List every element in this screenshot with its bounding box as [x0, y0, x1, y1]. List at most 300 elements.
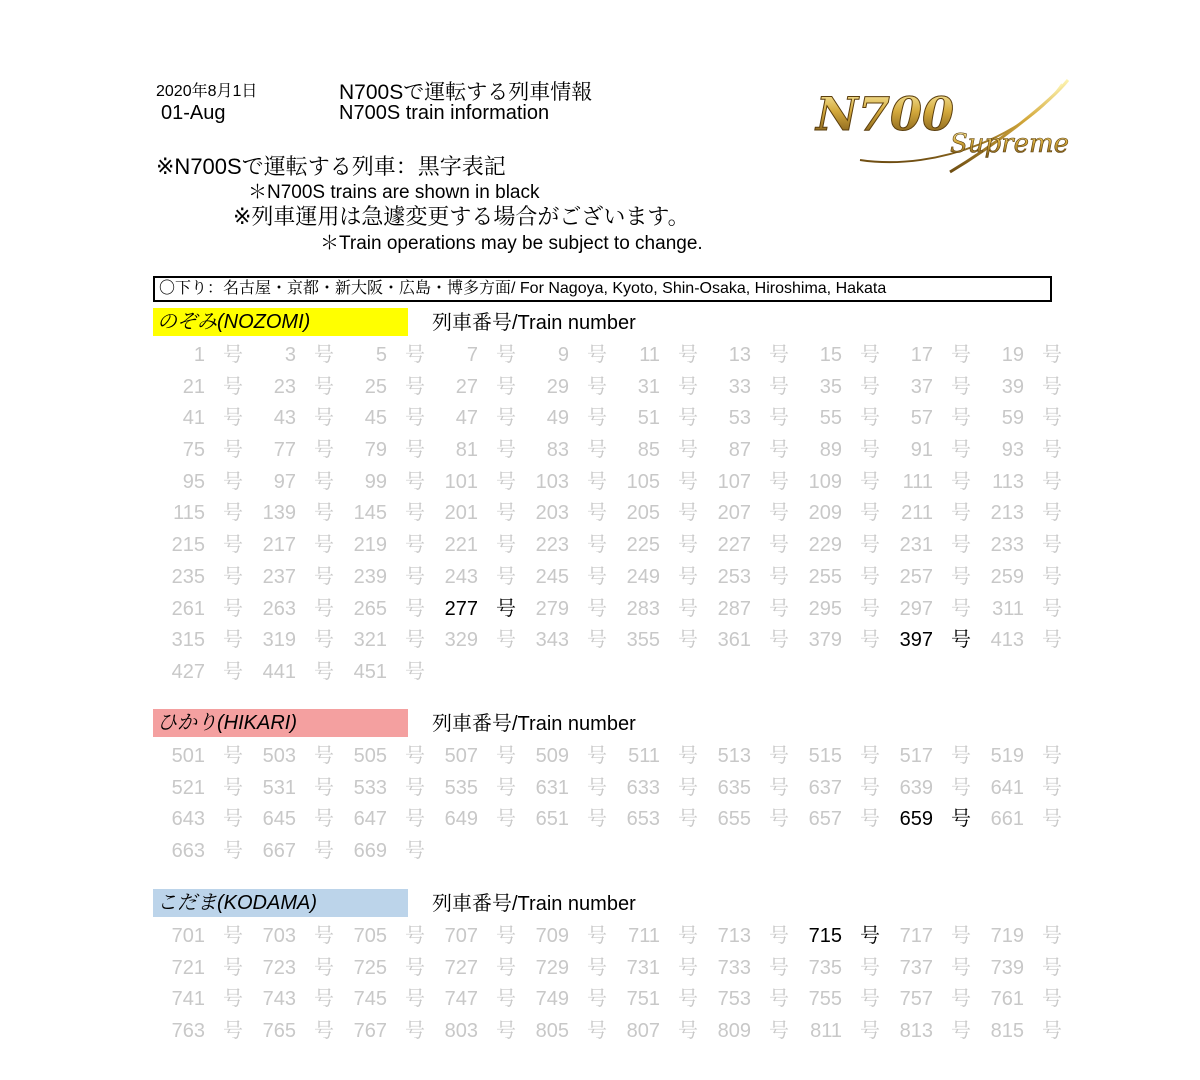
- note-black-jp: ※N700Sで運転する列車：黒字表記: [156, 154, 506, 179]
- train-number-item: [246, 741, 337, 773]
- train-go-suffix: 号: [496, 375, 516, 398]
- train-number-value: 5: [375, 344, 387, 366]
- train-number-item: [792, 773, 883, 805]
- train-number-value: 59: [1001, 407, 1024, 430]
- train-number-value: 813: [899, 1020, 933, 1043]
- train-go-suffix: 号: [951, 534, 971, 557]
- train-number-value: 631: [535, 776, 569, 799]
- train-number-value: 501: [171, 745, 205, 767]
- train-go-suffix: 号: [769, 629, 789, 652]
- train-go-suffix: 号: [314, 470, 334, 493]
- train-go-suffix: 号: [405, 629, 425, 652]
- train-number-value: 113: [992, 470, 1024, 493]
- train-number-item: [428, 498, 519, 530]
- train-number-item: [792, 741, 883, 773]
- train-go-suffix: 号: [769, 470, 789, 493]
- train-go-suffix: 号: [1042, 502, 1062, 525]
- train-number-item: [155, 467, 246, 499]
- train-number-value: 725: [353, 956, 387, 979]
- train-number-value: 517: [899, 745, 933, 767]
- train-number-value: 287: [717, 597, 751, 620]
- train-go-suffix: 号: [951, 1020, 971, 1043]
- train-number-item: [883, 1016, 974, 1048]
- train-go-suffix: 号: [769, 439, 789, 462]
- train-number-item: [792, 530, 883, 562]
- train-number-value: 21: [182, 375, 205, 398]
- page-title-english: N700S train information: [339, 102, 550, 124]
- train-number-item: [792, 953, 883, 985]
- section-header-hikari: ひかり(HIKARI): [153, 709, 408, 737]
- train-go-suffix: 号: [678, 808, 698, 831]
- train-go-suffix: 号: [496, 470, 516, 493]
- train-number-value: 223: [535, 534, 569, 557]
- train-number-item: [701, 594, 792, 626]
- train-go-suffix: 号: [769, 776, 789, 799]
- train-go-suffix: 号: [769, 502, 789, 525]
- train-number-item: [701, 403, 792, 435]
- train-go-suffix: 号: [860, 956, 880, 979]
- train-number-value: 81: [455, 439, 478, 462]
- train-number-value: 203: [535, 502, 569, 525]
- train-number-item: [519, 530, 610, 562]
- train-number-item: [428, 804, 519, 836]
- train-number-item: [792, 435, 883, 467]
- train-number-item: [155, 340, 246, 372]
- train-number-value: 739: [990, 956, 1024, 979]
- train-number-value: 257: [899, 565, 933, 588]
- train-go-suffix: 号: [769, 988, 789, 1011]
- train-number-value: 43: [273, 407, 296, 430]
- train-number-item: [246, 530, 337, 562]
- train-number-item: [155, 657, 246, 689]
- date-english: 01-Aug: [161, 102, 226, 124]
- train-number-value: 815: [990, 1020, 1024, 1043]
- train-number-value: 427: [171, 660, 205, 683]
- train-number-item: [246, 467, 337, 499]
- train-go-suffix: 号: [951, 988, 971, 1011]
- train-go-suffix: 号: [314, 534, 334, 557]
- train-number-value: 709: [535, 925, 569, 947]
- train-go-suffix: 号: [314, 988, 334, 1011]
- train-number-value: 33: [728, 375, 751, 398]
- train-number-value: 115: [173, 502, 205, 525]
- train-number-value: 647: [353, 808, 387, 831]
- train-number-value: 77: [273, 439, 296, 462]
- train-go-suffix: 号: [587, 988, 607, 1011]
- section-subtitle-kodama: 列車番号/Train number: [432, 893, 636, 915]
- train-number-value: 763: [171, 1020, 205, 1043]
- train-go-suffix: 号: [951, 629, 971, 652]
- train-number-item: [246, 372, 337, 404]
- train-number-item: [155, 741, 246, 773]
- train-number-item: [519, 340, 610, 372]
- train-number-value: 201: [444, 502, 478, 525]
- train-number-value: 747: [444, 988, 478, 1011]
- train-number-value: 737: [899, 956, 933, 979]
- train-go-suffix: 号: [951, 597, 971, 620]
- train-number-value: 701: [171, 925, 205, 947]
- train-number-item: [337, 773, 428, 805]
- train-go-suffix: 号: [1042, 745, 1062, 767]
- train-number-value: 265: [353, 597, 387, 620]
- train-go-suffix: 号: [860, 565, 880, 588]
- train-number-value: 641: [990, 776, 1024, 799]
- train-go-suffix: 号: [860, 745, 880, 767]
- train-number-item: [155, 435, 246, 467]
- train-go-suffix: 号: [314, 660, 334, 683]
- train-go-suffix: 号: [678, 956, 698, 979]
- train-number-item: [701, 921, 792, 953]
- train-go-suffix: 号: [223, 988, 243, 1011]
- train-number-item: [974, 340, 1065, 372]
- train-number-item: [428, 435, 519, 467]
- train-number-value: 7: [466, 344, 478, 366]
- train-number-value: 413: [990, 629, 1024, 652]
- train-number-value: 263: [262, 597, 296, 620]
- train-number-value: 805: [535, 1020, 569, 1043]
- train-number-item: [610, 921, 701, 953]
- train-go-suffix: 号: [405, 534, 425, 557]
- train-number-value: 319: [262, 629, 296, 652]
- train-go-suffix: 号: [1042, 534, 1062, 557]
- train-go-suffix: 号: [1042, 470, 1062, 493]
- train-number-value: 79: [364, 439, 387, 462]
- train-number-item: [974, 953, 1065, 985]
- train-number-item: [337, 921, 428, 953]
- train-number-item: [610, 498, 701, 530]
- train-number-value: 249: [626, 565, 660, 588]
- train-go-suffix: 号: [587, 470, 607, 493]
- train-number-value: 255: [808, 565, 842, 588]
- train-number-value: 803: [444, 1020, 478, 1043]
- train-go-suffix: 号: [496, 407, 516, 430]
- train-number-value: 727: [444, 956, 478, 979]
- train-number-value: 49: [546, 407, 569, 430]
- train-go-suffix: 号: [951, 439, 971, 462]
- train-grid-nozomi: [155, 340, 1065, 689]
- train-go-suffix: 号: [587, 375, 607, 398]
- train-number-value: 13: [728, 344, 751, 366]
- train-number-item: [883, 498, 974, 530]
- train-number-value: 531: [262, 776, 296, 799]
- train-go-suffix: 号: [1042, 439, 1062, 462]
- train-go-suffix: 号: [587, 344, 607, 366]
- train-go-suffix: 号: [860, 344, 880, 366]
- train-number-item: [428, 984, 519, 1016]
- train-go-suffix: 号: [860, 1020, 880, 1043]
- train-number-value: 109: [808, 470, 842, 493]
- train-number-value: 329: [444, 629, 478, 652]
- train-grid-kodama: [155, 921, 1065, 1048]
- train-go-suffix: 号: [223, 470, 243, 493]
- train-number-item: [883, 741, 974, 773]
- train-number-value: 809: [717, 1020, 751, 1043]
- train-number-item: [428, 625, 519, 657]
- train-number-value: 25: [364, 375, 387, 398]
- train-go-suffix: 号: [769, 565, 789, 588]
- train-go-suffix: 号: [405, 470, 425, 493]
- train-number-item: [337, 741, 428, 773]
- train-go-suffix: 号: [496, 988, 516, 1011]
- train-number-value: 667: [262, 840, 296, 863]
- train-go-suffix: 号: [860, 407, 880, 430]
- train-number-item: [974, 498, 1065, 530]
- train-number-value: 633: [626, 776, 660, 799]
- train-go-suffix: 号: [496, 502, 516, 525]
- train-number-value: 731: [626, 956, 660, 979]
- train-go-suffix: 号: [314, 925, 334, 947]
- train-number-item: [519, 1016, 610, 1048]
- train-number-item: [610, 741, 701, 773]
- train-go-suffix: 号: [951, 344, 971, 366]
- train-go-suffix: 号: [405, 840, 425, 863]
- train-number-item: [610, 1016, 701, 1048]
- train-number-value: 91: [910, 439, 933, 462]
- train-go-suffix: 号: [223, 565, 243, 588]
- train-number-item: [337, 530, 428, 562]
- train-number-item: [610, 953, 701, 985]
- train-go-suffix: 号: [769, 534, 789, 557]
- train-number-value: 705: [353, 925, 387, 947]
- train-number-value: 635: [717, 776, 751, 799]
- train-number-item: [883, 372, 974, 404]
- train-go-suffix: 号: [223, 808, 243, 831]
- train-go-suffix: 号: [1042, 565, 1062, 588]
- train-go-suffix: 号: [951, 956, 971, 979]
- train-go-suffix: 号: [587, 629, 607, 652]
- train-go-suffix: 号: [678, 439, 698, 462]
- train-number-value: 261: [171, 597, 205, 620]
- train-number-item: [337, 836, 428, 868]
- train-go-suffix: 号: [678, 597, 698, 620]
- train-go-suffix: 号: [223, 502, 243, 525]
- train-number-item: [337, 498, 428, 530]
- train-go-suffix: 号: [678, 470, 698, 493]
- train-number-value: 29: [546, 375, 569, 398]
- train-go-suffix: 号: [314, 375, 334, 398]
- train-number-item: [519, 562, 610, 594]
- train-go-suffix: 号: [223, 375, 243, 398]
- train-number-item: [246, 562, 337, 594]
- train-number-value: 87: [728, 439, 751, 462]
- train-number-item: [883, 340, 974, 372]
- train-go-suffix: 号: [1042, 344, 1062, 366]
- train-go-suffix: 号: [860, 629, 880, 652]
- train-number-value: 37: [910, 375, 933, 398]
- train-go-suffix: 号: [223, 534, 243, 557]
- train-number-value: 807: [626, 1020, 660, 1043]
- train-number-item: [610, 467, 701, 499]
- train-number-item: [155, 498, 246, 530]
- train-go-suffix: 号: [496, 956, 516, 979]
- train-go-suffix: 号: [314, 745, 334, 767]
- train-go-suffix: 号: [860, 925, 880, 947]
- train-number-item: [701, 953, 792, 985]
- train-go-suffix: 号: [587, 776, 607, 799]
- train-number-value: 235: [171, 565, 205, 588]
- train-go-suffix: 号: [496, 629, 516, 652]
- train-go-suffix: 号: [223, 407, 243, 430]
- train-number-item: [428, 403, 519, 435]
- train-number-item: [428, 953, 519, 985]
- train-number-item: [610, 984, 701, 1016]
- train-number-value: 713: [717, 925, 751, 947]
- train-number-item: [155, 372, 246, 404]
- train-number-item: [974, 741, 1065, 773]
- train-number-value: 111: [902, 470, 933, 493]
- train-number-value: 209: [808, 502, 842, 525]
- train-number-value: 101: [444, 470, 478, 493]
- train-number-item: [428, 530, 519, 562]
- train-number-value: 107: [717, 470, 751, 493]
- train-number-item: [883, 921, 974, 953]
- train-number-value: 15: [819, 344, 842, 366]
- train-number-item: [974, 921, 1065, 953]
- train-number-value: 93: [1001, 439, 1024, 462]
- train-number-item: [519, 984, 610, 1016]
- train-number-item: [883, 594, 974, 626]
- train-number-item: [883, 953, 974, 985]
- train-number-item: [155, 1016, 246, 1048]
- train-number-item: [519, 921, 610, 953]
- train-number-item: [246, 498, 337, 530]
- train-go-suffix: 号: [314, 344, 334, 366]
- train-number-value: 297: [899, 597, 933, 620]
- train-number-item: [701, 625, 792, 657]
- train-number-value: 17: [910, 344, 933, 366]
- train-number-item: [428, 594, 519, 626]
- train-number-value: 755: [808, 988, 842, 1011]
- train-go-suffix: 号: [951, 502, 971, 525]
- train-number-value: 27: [455, 375, 478, 398]
- train-go-suffix: 号: [769, 597, 789, 620]
- train-number-value: 653: [626, 808, 660, 831]
- train-go-suffix: 号: [587, 808, 607, 831]
- train-number-item: [883, 467, 974, 499]
- train-go-suffix: 号: [223, 439, 243, 462]
- train-number-value: 321: [353, 629, 387, 652]
- train-number-item: [337, 984, 428, 1016]
- train-number-item: [701, 1016, 792, 1048]
- train-number-value: 229: [808, 534, 842, 557]
- train-number-value: 213: [990, 502, 1024, 525]
- train-go-suffix: 号: [587, 745, 607, 767]
- train-number-item: [428, 467, 519, 499]
- train-go-suffix: 号: [587, 925, 607, 947]
- train-go-suffix: 号: [314, 597, 334, 620]
- train-go-suffix: 号: [496, 808, 516, 831]
- train-number-value: 45: [364, 407, 387, 430]
- train-go-suffix: 号: [587, 439, 607, 462]
- train-number-item: [974, 435, 1065, 467]
- train-number-item: [974, 530, 1065, 562]
- train-go-suffix: 号: [1042, 629, 1062, 652]
- direction-banner: 〇下り：名古屋・京都・新大阪・広島・博多方面/ For Nagoya, Kyoto, Shin-Osaka, Hiroshima, Hakata: [153, 276, 1052, 302]
- train-number-value: 511: [628, 745, 660, 767]
- train-number-item: [428, 773, 519, 805]
- logo-main-text: N700: [816, 87, 955, 141]
- train-number-value: 721: [171, 956, 205, 979]
- train-number-item: [792, 1016, 883, 1048]
- train-go-suffix: 号: [405, 925, 425, 947]
- train-number-item: [792, 804, 883, 836]
- train-number-item: [610, 340, 701, 372]
- train-number-value: 751: [626, 988, 660, 1011]
- train-go-suffix: 号: [951, 375, 971, 398]
- train-number-value: 217: [262, 534, 296, 557]
- train-go-suffix: 号: [314, 439, 334, 462]
- train-number-value: 735: [808, 956, 842, 979]
- train-number-value: 509: [535, 745, 569, 767]
- train-number-item: [792, 498, 883, 530]
- train-number-item: [155, 403, 246, 435]
- train-go-suffix: 号: [223, 925, 243, 947]
- train-go-suffix: 号: [1042, 407, 1062, 430]
- train-go-suffix: 号: [860, 439, 880, 462]
- train-number-item: [701, 467, 792, 499]
- train-go-suffix: 号: [223, 344, 243, 366]
- train-number-item: [428, 1016, 519, 1048]
- train-number-value: 31: [637, 375, 660, 398]
- train-go-suffix: 号: [496, 565, 516, 588]
- train-number-item: [155, 594, 246, 626]
- train-number-value: 515: [808, 745, 842, 767]
- train-number-item: [974, 594, 1065, 626]
- note-black-en: ＊N700S trains are shown in black: [248, 182, 540, 203]
- train-number-value: 233: [990, 534, 1024, 557]
- train-number-value: 711: [628, 925, 660, 947]
- train-number-item: [883, 403, 974, 435]
- train-number-value: 659: [899, 808, 933, 831]
- train-go-suffix: 号: [314, 840, 334, 863]
- train-go-suffix: 号: [223, 597, 243, 620]
- train-number-value: 441: [262, 660, 296, 683]
- note-change-jp: ※列車運用は急遽変更する場合がございます。: [233, 204, 690, 229]
- train-number-item: [337, 372, 428, 404]
- train-number-value: 535: [444, 776, 478, 799]
- train-number-item: [974, 372, 1065, 404]
- train-go-suffix: 号: [314, 956, 334, 979]
- train-number-item: [337, 340, 428, 372]
- train-number-value: 105: [626, 470, 660, 493]
- train-number-item: [428, 372, 519, 404]
- train-go-suffix: 号: [769, 745, 789, 767]
- train-number-value: 765: [262, 1020, 296, 1043]
- train-number-item: [610, 372, 701, 404]
- train-number-item: [155, 921, 246, 953]
- train-number-item: [246, 657, 337, 689]
- train-number-item: [974, 403, 1065, 435]
- train-number-value: 95: [182, 470, 205, 493]
- train-number-value: 19: [1001, 344, 1024, 366]
- train-number-value: 519: [990, 745, 1024, 767]
- train-number-value: 663: [171, 840, 205, 863]
- train-number-item: [701, 741, 792, 773]
- train-number-item: [519, 403, 610, 435]
- train-number-item: [246, 836, 337, 868]
- train-go-suffix: 号: [951, 745, 971, 767]
- train-number-item: [883, 773, 974, 805]
- train-number-value: 211: [901, 502, 933, 525]
- train-go-suffix: 号: [769, 344, 789, 366]
- train-number-item: [792, 594, 883, 626]
- train-number-value: 231: [899, 534, 933, 557]
- train-number-value: 719: [990, 925, 1024, 947]
- train-go-suffix: 号: [496, 925, 516, 947]
- section-subtitle-nozomi: 列車番号/Train number: [432, 312, 636, 334]
- train-number-value: 507: [444, 745, 478, 767]
- train-number-item: [792, 625, 883, 657]
